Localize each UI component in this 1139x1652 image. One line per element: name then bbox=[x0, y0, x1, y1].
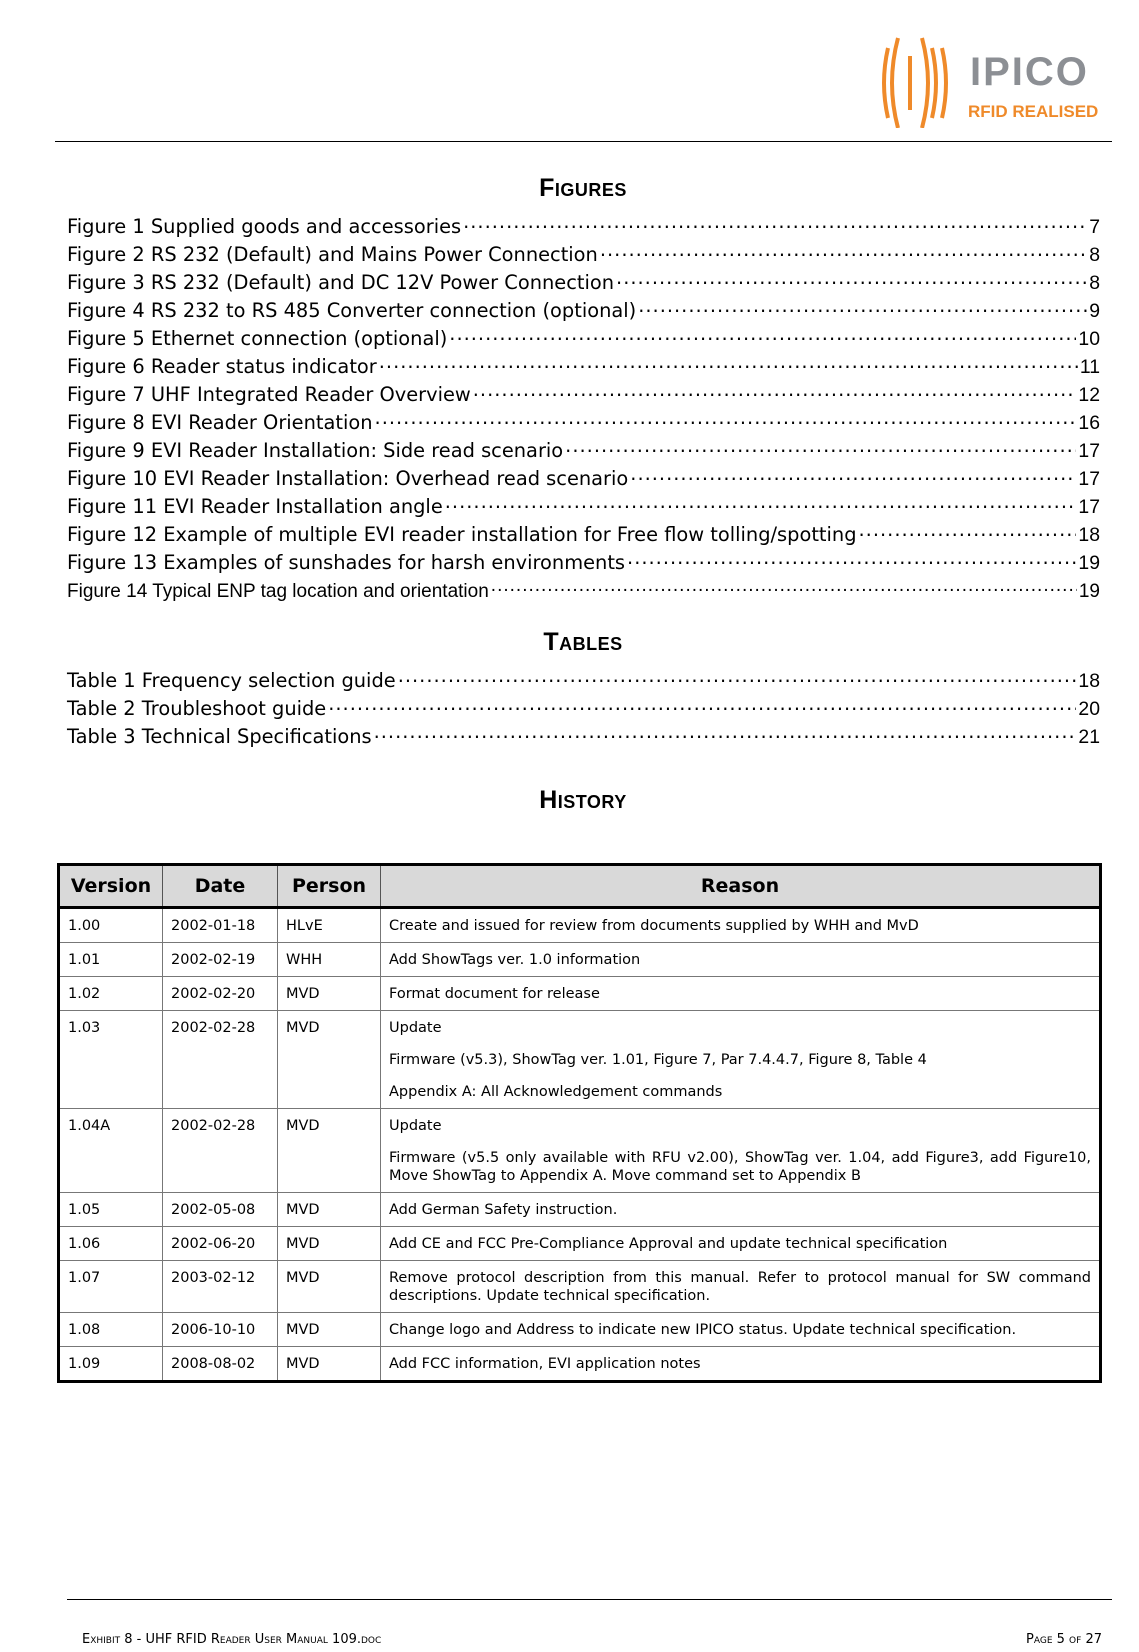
toc-entry-label: Table 2 Troubleshoot guide bbox=[67, 697, 327, 721]
reason-line: Change logo and Address to indicate new IPICO status. Update technical specification. bbox=[389, 1322, 1017, 1338]
reason-line: Firmware (v5.3), ShowTag ver. 1.01, Figure 7, Par 7.4.4.7, Figure 8, Table 4 bbox=[389, 1052, 927, 1068]
figure-toc-entry[interactable] bbox=[67, 354, 1100, 382]
figure-toc-entry[interactable] bbox=[67, 438, 1100, 466]
cell-version: 1.09 bbox=[59, 1347, 163, 1382]
toc-dot-leader bbox=[328, 696, 1076, 715]
toc-entry-label: Figure 3 RS 232 (Default) and DC 12V Power Connection bbox=[67, 271, 615, 295]
toc-dot-leader bbox=[565, 438, 1076, 457]
cell-version: 1.04A bbox=[59, 1109, 163, 1193]
cell-date: 2002-02-20 bbox=[163, 977, 278, 1011]
table-toc-entry[interactable] bbox=[67, 724, 1100, 752]
toc-entry-label: Figure 10 EVI Reader Installation: Overhead read scenario bbox=[67, 467, 629, 491]
reason-line: Add ShowTags ver. 1.0 information bbox=[389, 952, 641, 968]
cell-date: 2002-06-20 bbox=[163, 1227, 278, 1261]
toc-entry-label: Figure 12 Example of multiple EVI reader installation for Free flow tolling/spotting bbox=[67, 523, 857, 547]
toc-entry-page: 8 bbox=[1089, 272, 1100, 295]
toc-entry-page: 17 bbox=[1078, 496, 1100, 519]
toc-entry-label: Figure 14 Typical ENP tag location and orientation bbox=[67, 581, 489, 602]
figure-toc-entry[interactable] bbox=[67, 270, 1100, 298]
toc-entry-label: Figure 11 EVI Reader Installation angle bbox=[67, 495, 443, 519]
figure-toc-entry[interactable] bbox=[67, 326, 1100, 354]
history-row bbox=[59, 977, 1101, 1011]
toc-entry-label: Figure 4 RS 232 to RS 485 Converter connection (optional) bbox=[67, 299, 637, 323]
reason-line: Add FCC information, EVI application notes bbox=[389, 1356, 701, 1372]
toc-dot-leader bbox=[600, 242, 1087, 261]
header-date: Date bbox=[163, 865, 278, 908]
logo-name: IPICO bbox=[970, 50, 1089, 94]
cell-reason bbox=[381, 977, 1101, 1011]
header-version: Version bbox=[59, 865, 163, 908]
toc-dot-leader bbox=[859, 522, 1077, 541]
toc-entry-page: 21 bbox=[1078, 726, 1100, 749]
history-header-row bbox=[59, 865, 1101, 908]
toc-entry-label: Table 3 Technical Specifications bbox=[67, 725, 372, 749]
cell-person: MVD bbox=[278, 1011, 381, 1109]
cell-date: 2003-02-12 bbox=[163, 1261, 278, 1313]
cell-person: MVD bbox=[278, 1109, 381, 1193]
footer-rule bbox=[67, 1599, 1112, 1600]
toc-dot-leader bbox=[379, 354, 1078, 373]
toc-dot-leader bbox=[473, 382, 1077, 401]
reason-line: Format document for release bbox=[389, 986, 600, 1002]
toc-entry-page: 16 bbox=[1078, 412, 1100, 435]
cell-version: 1.03 bbox=[59, 1011, 163, 1109]
toc-dot-leader bbox=[449, 326, 1076, 345]
cell-reason bbox=[381, 1313, 1101, 1347]
cell-date: 2002-02-19 bbox=[163, 943, 278, 977]
cell-date: 2002-01-18 bbox=[163, 908, 278, 943]
cell-reason bbox=[381, 1261, 1101, 1313]
toc-entry-page: 11 bbox=[1079, 356, 1100, 379]
cell-person: MVD bbox=[278, 977, 381, 1011]
figures-list bbox=[67, 214, 1100, 606]
toc-entry-page: 18 bbox=[1078, 524, 1100, 547]
history-row bbox=[59, 1347, 1101, 1382]
figure-toc-entry[interactable] bbox=[67, 410, 1100, 438]
cell-reason bbox=[381, 943, 1101, 977]
toc-entry-page: 7 bbox=[1089, 216, 1100, 239]
toc-entry-page: 12 bbox=[1078, 384, 1100, 407]
cell-reason bbox=[381, 1011, 1101, 1109]
toc-dot-leader bbox=[374, 724, 1077, 743]
cell-date: 2008-08-02 bbox=[163, 1347, 278, 1382]
history-row bbox=[59, 908, 1101, 943]
figures-heading: Figures bbox=[539, 174, 627, 202]
cell-reason bbox=[381, 1109, 1101, 1193]
cell-version: 1.01 bbox=[59, 943, 163, 977]
toc-dot-leader bbox=[445, 494, 1077, 513]
toc-entry-page: 10 bbox=[1078, 328, 1100, 351]
cell-person: WHH bbox=[278, 943, 381, 977]
figure-toc-entry[interactable] bbox=[67, 298, 1100, 326]
history-row bbox=[59, 1313, 1101, 1347]
reason-line: Create and issued for review from documents supplied by WHH and MvD bbox=[389, 918, 919, 934]
history-row bbox=[59, 1193, 1101, 1227]
toc-dot-leader bbox=[630, 466, 1076, 485]
figure-toc-entry[interactable] bbox=[67, 214, 1100, 242]
cell-version: 1.08 bbox=[59, 1313, 163, 1347]
toc-dot-leader bbox=[627, 550, 1076, 569]
toc-entry-page: 17 bbox=[1078, 440, 1100, 463]
toc-dot-leader bbox=[491, 578, 1077, 597]
toc-entry-label: Table 1 Frequency selection guide bbox=[67, 669, 396, 693]
toc-entry-page: 19 bbox=[1078, 552, 1100, 575]
reason-line: Update bbox=[389, 1118, 442, 1134]
toc-entry-page: 9 bbox=[1089, 300, 1100, 323]
toc-dot-leader bbox=[398, 668, 1077, 687]
logo-tagline: RFID REALISED bbox=[968, 102, 1099, 121]
history-row bbox=[59, 1011, 1101, 1109]
cell-person: MVD bbox=[278, 1193, 381, 1227]
cell-person: MVD bbox=[278, 1313, 381, 1347]
reason-line: Appendix A: All Acknowledgement commands bbox=[389, 1084, 723, 1100]
figure-toc-entry[interactable] bbox=[67, 242, 1100, 270]
cell-version: 1.02 bbox=[59, 977, 163, 1011]
toc-entry-page: 17 bbox=[1078, 468, 1100, 491]
header-person: Person bbox=[278, 865, 381, 908]
reason-line: Add German Safety instruction. bbox=[389, 1202, 618, 1218]
toc-entry-label: Figure 9 EVI Reader Installation: Side read scenario bbox=[67, 439, 564, 463]
reason-line: Firmware (v5.5 only available with RFU v2.00), ShowTag ver. 1.04, add Figure3, add Figure10, Move ShowTag to Appendix A. Move command set to Appendix B bbox=[389, 1150, 1091, 1184]
cell-person: HLvE bbox=[278, 908, 381, 943]
history-row bbox=[59, 1109, 1101, 1193]
cell-reason bbox=[381, 1347, 1101, 1382]
figure-toc-entry[interactable] bbox=[67, 522, 1100, 550]
reason-line: Remove protocol description from this manual. Refer to protocol manual for SW command descriptions. Update technical specification. bbox=[389, 1270, 1091, 1304]
table-toc-entry[interactable] bbox=[67, 696, 1100, 724]
ipico-logo bbox=[880, 28, 1100, 128]
toc-entry-label: Figure 7 UHF Integrated Reader Overview bbox=[67, 383, 471, 407]
history-row bbox=[59, 1261, 1101, 1313]
cell-reason bbox=[381, 908, 1101, 943]
toc-entry-page: 18 bbox=[1078, 670, 1100, 693]
figure-toc-entry[interactable] bbox=[67, 578, 1100, 606]
cell-person: MVD bbox=[278, 1347, 381, 1382]
figure-toc-entry[interactable] bbox=[67, 382, 1100, 410]
toc-entry-page: 20 bbox=[1078, 698, 1100, 721]
footer-document-name: Exhibit 8 - UHF RFID Reader User Manual 109.doc bbox=[82, 1632, 382, 1647]
table-toc-entry[interactable] bbox=[67, 668, 1100, 696]
header-reason: Reason bbox=[381, 865, 1101, 908]
cell-person: MVD bbox=[278, 1261, 381, 1313]
cell-date: 2002-02-28 bbox=[163, 1011, 278, 1109]
rfid-waves-icon bbox=[880, 28, 970, 128]
history-heading: History bbox=[539, 786, 627, 814]
toc-entry-page: 19 bbox=[1078, 581, 1100, 602]
toc-dot-leader bbox=[616, 270, 1087, 289]
toc-entry-label: Figure 5 Ethernet connection (optional) bbox=[67, 327, 448, 351]
history-row bbox=[59, 1227, 1101, 1261]
tables-heading: Tables bbox=[543, 628, 623, 656]
toc-entry-label: Figure 8 EVI Reader Orientation bbox=[67, 411, 373, 435]
history-table bbox=[57, 863, 1102, 1383]
toc-entry-label: Figure 2 RS 232 (Default) and Mains Power Connection bbox=[67, 243, 598, 267]
cell-version: 1.06 bbox=[59, 1227, 163, 1261]
toc-entry-label: Figure 6 Reader status indicator bbox=[67, 355, 377, 379]
cell-reason bbox=[381, 1193, 1101, 1227]
cell-version: 1.00 bbox=[59, 908, 163, 943]
cell-version: 1.07 bbox=[59, 1261, 163, 1313]
toc-dot-leader bbox=[463, 214, 1087, 233]
tables-list bbox=[67, 668, 1100, 752]
reason-line: Update bbox=[389, 1020, 442, 1036]
toc-entry-page: 8 bbox=[1089, 244, 1100, 267]
toc-entry-label: Figure 1 Supplied goods and accessories bbox=[67, 215, 462, 239]
cell-date: 2002-05-08 bbox=[163, 1193, 278, 1227]
figure-toc-entry[interactable] bbox=[67, 550, 1100, 578]
header-rule bbox=[55, 141, 1112, 142]
history-row bbox=[59, 943, 1101, 977]
cell-version: 1.05 bbox=[59, 1193, 163, 1227]
toc-dot-leader bbox=[375, 410, 1077, 429]
cell-reason bbox=[381, 1227, 1101, 1261]
reason-line: Add CE and FCC Pre-Compliance Approval and update technical specification bbox=[389, 1236, 948, 1252]
cell-date: 2006-10-10 bbox=[163, 1313, 278, 1347]
cell-person: MVD bbox=[278, 1227, 381, 1261]
figure-toc-entry[interactable] bbox=[67, 466, 1100, 494]
cell-date: 2002-02-28 bbox=[163, 1109, 278, 1193]
footer-page-number: Page 5 of 27 bbox=[1026, 1632, 1102, 1647]
figure-toc-entry[interactable] bbox=[67, 494, 1100, 522]
toc-dot-leader bbox=[638, 298, 1087, 317]
toc-entry-label: Figure 13 Examples of sunshades for harsh environments bbox=[67, 551, 626, 575]
